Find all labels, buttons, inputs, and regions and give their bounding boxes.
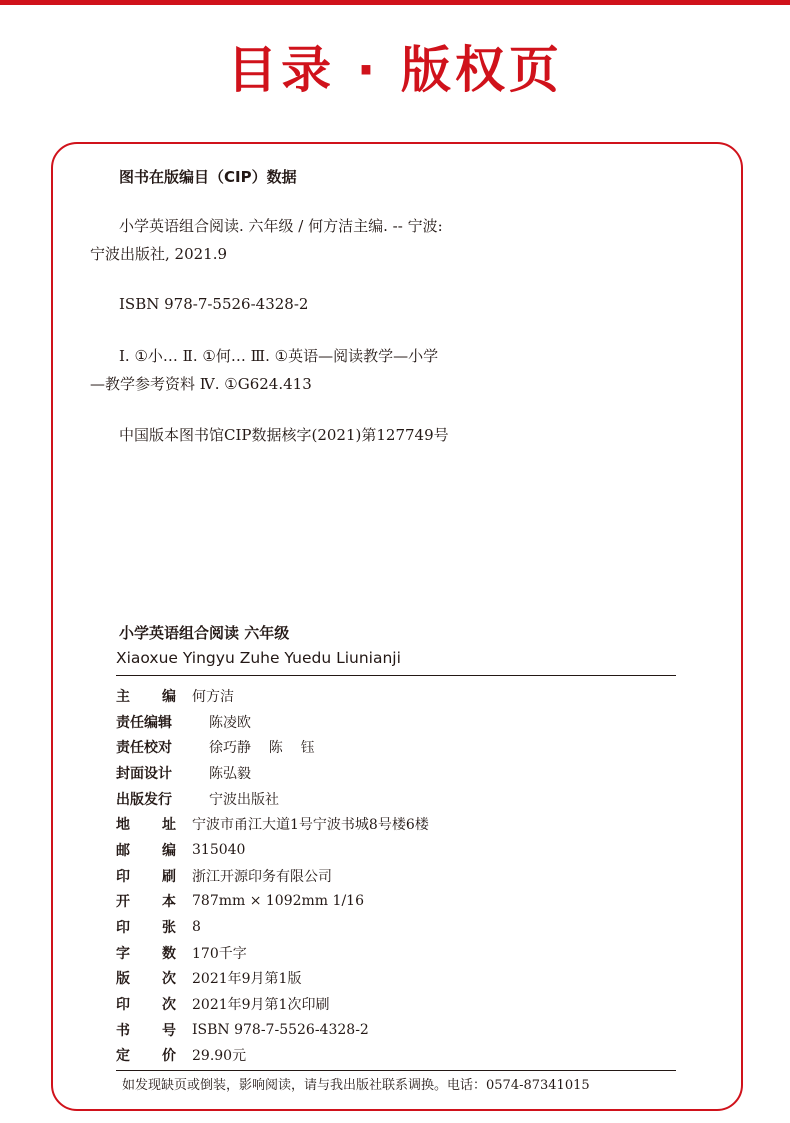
info-label: 印 张 — [116, 920, 176, 937]
info-value: 陈凌欧 — [209, 714, 251, 731]
info-label: 出版发行 — [116, 791, 172, 808]
cip-isbn: ISBN 978-7-5526-4328-2 — [119, 295, 309, 313]
cip-bibliographic-line-2: 宁波出版社, 2021.9 — [90, 245, 228, 263]
info-label: 版 次 — [116, 971, 176, 988]
info-label: 字 数 — [116, 945, 176, 962]
info-value: 170千字 — [192, 945, 247, 962]
info-value: 787mm × 1092mm 1/16 — [192, 893, 364, 910]
book-title-pinyin: Xiaoxue Yingyu Zuhe Yuedu Liunianji — [116, 649, 401, 667]
info-label: 开 本 — [116, 894, 176, 911]
info-row-proofreader — [116, 734, 676, 760]
info-row-edition — [116, 966, 676, 992]
info-value: 29.90元 — [192, 1048, 247, 1065]
info-label: 印 次 — [116, 997, 176, 1014]
cip-record-number: 中国版本图书馆CIP数据核字(2021)第127749号 — [119, 426, 449, 444]
page-title: 目录 · 版权页 — [227, 41, 563, 99]
info-row-postcode — [116, 837, 676, 863]
info-row-chief-editor — [116, 683, 676, 709]
info-value: 315040 — [192, 841, 246, 858]
book-title: 小学英语组合阅读 六年级 — [119, 624, 290, 642]
info-row-price — [116, 1043, 676, 1069]
info-row-word-count — [116, 940, 676, 966]
info-row-publisher — [116, 786, 676, 812]
info-value: 陈弘毅 — [209, 765, 251, 782]
publication-info-table — [116, 683, 676, 1068]
info-label: 定 价 — [116, 1048, 176, 1065]
info-row-responsible-editor — [116, 709, 676, 735]
info-label: 邮 编 — [116, 842, 176, 859]
info-value: 8 — [192, 919, 201, 936]
info-row-cover-design — [116, 760, 676, 786]
info-row-address — [116, 811, 676, 837]
info-label: 书 号 — [116, 1022, 176, 1039]
info-label: 封面设计 — [116, 765, 172, 782]
cip-classification-line-1: Ⅰ. ①小… Ⅱ. ①何… Ⅲ. ①英语—阅读教学—小学 — [119, 347, 439, 365]
cip-heading: 图书在版编目（CIP）数据 — [119, 168, 297, 186]
info-value: 浙江开源印务有限公司 — [192, 868, 332, 885]
footer-notice: 如发现缺页或倒装，影响阅读，请与我出版社联系调换。电话：0574-87341015 — [122, 1078, 590, 1093]
info-value: 徐巧静 陈 钰 — [209, 740, 315, 757]
info-label: 责任校对 — [116, 740, 172, 757]
info-value: ISBN 978-7-5526-4328-2 — [192, 1021, 369, 1038]
divider-bottom — [116, 1070, 676, 1071]
info-value: 2021年9月第1次印刷 — [192, 997, 330, 1014]
info-value: 何方洁 — [192, 688, 234, 705]
info-label: 主 编 — [116, 688, 176, 705]
info-row-printing — [116, 991, 676, 1017]
divider-top — [116, 675, 676, 676]
info-label: 印 刷 — [116, 868, 176, 885]
info-row-printer — [116, 863, 676, 889]
info-label: 责任编辑 — [116, 714, 172, 731]
info-value: 宁波市甬江大道1号宁波书城8号楼6楼 — [192, 817, 429, 834]
info-row-book-number — [116, 1017, 676, 1043]
cip-classification-line-2: —教学参考资料 Ⅳ. ①G624.413 — [90, 375, 312, 393]
info-value: 2021年9月第1版 — [192, 971, 302, 988]
top-accent-bar — [0, 0, 790, 5]
info-row-printed-sheets — [116, 914, 676, 940]
info-row-format — [116, 889, 676, 915]
info-value: 宁波出版社 — [209, 791, 279, 808]
info-label: 地 址 — [116, 817, 176, 834]
cip-bibliographic-line-1: 小学英语组合阅读. 六年级 / 何方洁主编. -- 宁波: — [119, 217, 443, 235]
